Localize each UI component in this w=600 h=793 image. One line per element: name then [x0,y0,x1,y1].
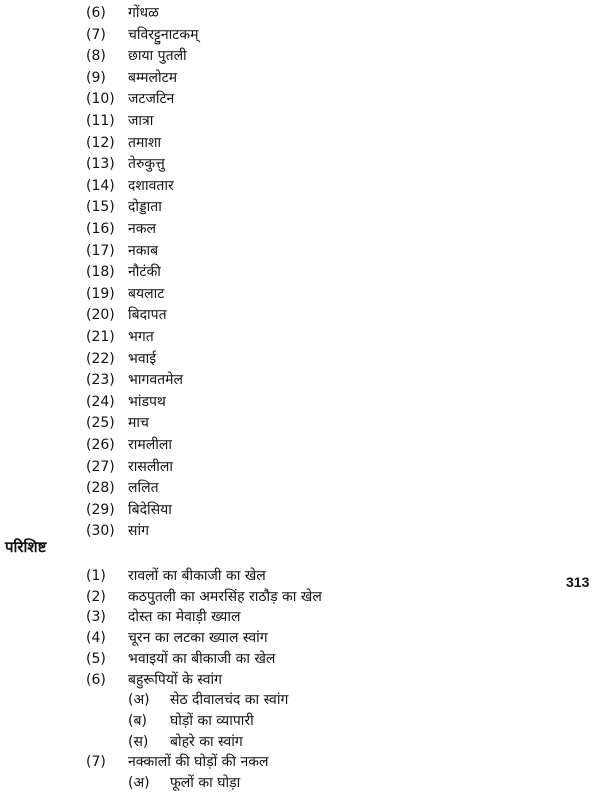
item-text: कठपुतली का अमरसिंह राठौड़ का खेल [128,588,322,605]
item-text: नकाब [128,242,159,259]
item-number: (4) [86,630,106,647]
item-number: (24) [86,393,115,410]
item-number: (19) [86,285,115,302]
item-text: दोस्त का मेवाड़ी ख्याल [128,609,241,626]
item-text: सेठ दीवालचंद का स्वांग [170,692,289,709]
item-number: (7) [86,26,106,43]
item-number: (8) [86,48,106,65]
item-number: (17) [86,242,115,259]
item-text: घोड़ों का व्यापारी [170,712,254,729]
item-number: (26) [86,437,115,453]
item-text: रासलीला [128,458,174,475]
item-number: (28) [86,480,115,497]
item-text: जात्रा [128,113,154,129]
item-text: चूरन का लटका ख्याल स्वांग [128,630,268,647]
item-text: जटजटिन [128,91,175,108]
item-number: (1) [86,568,106,584]
item-text: फूलों का घोड़ा [170,775,241,791]
item-number: (3) [86,609,106,626]
item-number: (15) [86,199,115,216]
item-number: (अ) [128,775,150,791]
item-number: (11) [86,113,115,129]
item-text: रावलों का बीकाजी का खेल [128,568,266,584]
item-text: बयलाट [128,285,165,302]
item-text: तेरुकुत्तु [128,156,165,173]
item-text: रामलीला [128,437,172,453]
item-number: (20) [86,307,115,324]
item-text: नकल [128,221,157,237]
item-text: बिदेसिया [128,501,172,518]
item-number: (10) [86,91,115,108]
item-number: (18) [86,264,115,281]
item-text: भागवतमेल [128,372,183,389]
appendix-heading: परिशिष्ट [5,538,47,556]
item-number: (अ) [128,692,150,709]
item-text: चविरट्टुनाटकम् [128,26,199,43]
page-number: 313 [566,574,590,590]
item-number: (29) [86,501,115,518]
item-number: (30) [86,523,115,540]
item-number: (27) [86,458,115,475]
item-text: बिदापत [128,307,167,324]
item-text: नौटंकी [128,264,161,281]
item-text: ललित [128,480,159,497]
item-number: (12) [86,134,115,151]
item-number: (5) [86,650,106,667]
item-text: दशावतार [128,177,174,194]
item-text: गोंधळ [128,5,159,21]
item-text: नक्कालों की घोड़ों की नकल [128,754,269,771]
item-number: (23) [86,372,115,389]
item-text: दोड्डाता [128,199,162,216]
item-number: (स) [128,733,149,750]
item-number: (6) [86,671,106,688]
item-number: (7) [86,754,106,771]
item-number: (25) [86,415,115,432]
item-text: बहुरूपियों के स्वांग [128,671,223,688]
item-text: भगत [128,329,154,345]
item-number: (ब) [128,712,147,729]
item-text: भवाइयों का बीकाजी का खेल [128,650,276,667]
item-text: सांग [128,523,149,540]
item-text: माच [128,415,149,432]
item-number: (16) [86,221,115,237]
item-text: भवाई [128,350,157,367]
item-number: (21) [86,329,115,345]
item-number: (13) [86,156,115,173]
item-number: (14) [86,177,115,194]
item-text: भांडपथ [128,393,166,410]
item-number: (6) [86,5,106,21]
item-text: छाया पुतली [128,48,187,65]
item-text: बम्मलोटम [128,69,178,86]
item-number: (2) [86,588,106,605]
item-text: तमाशा [128,134,162,151]
item-text: बोहरे का स्वांग [170,733,243,750]
item-number: (22) [86,350,115,367]
item-number: (9) [86,69,106,86]
